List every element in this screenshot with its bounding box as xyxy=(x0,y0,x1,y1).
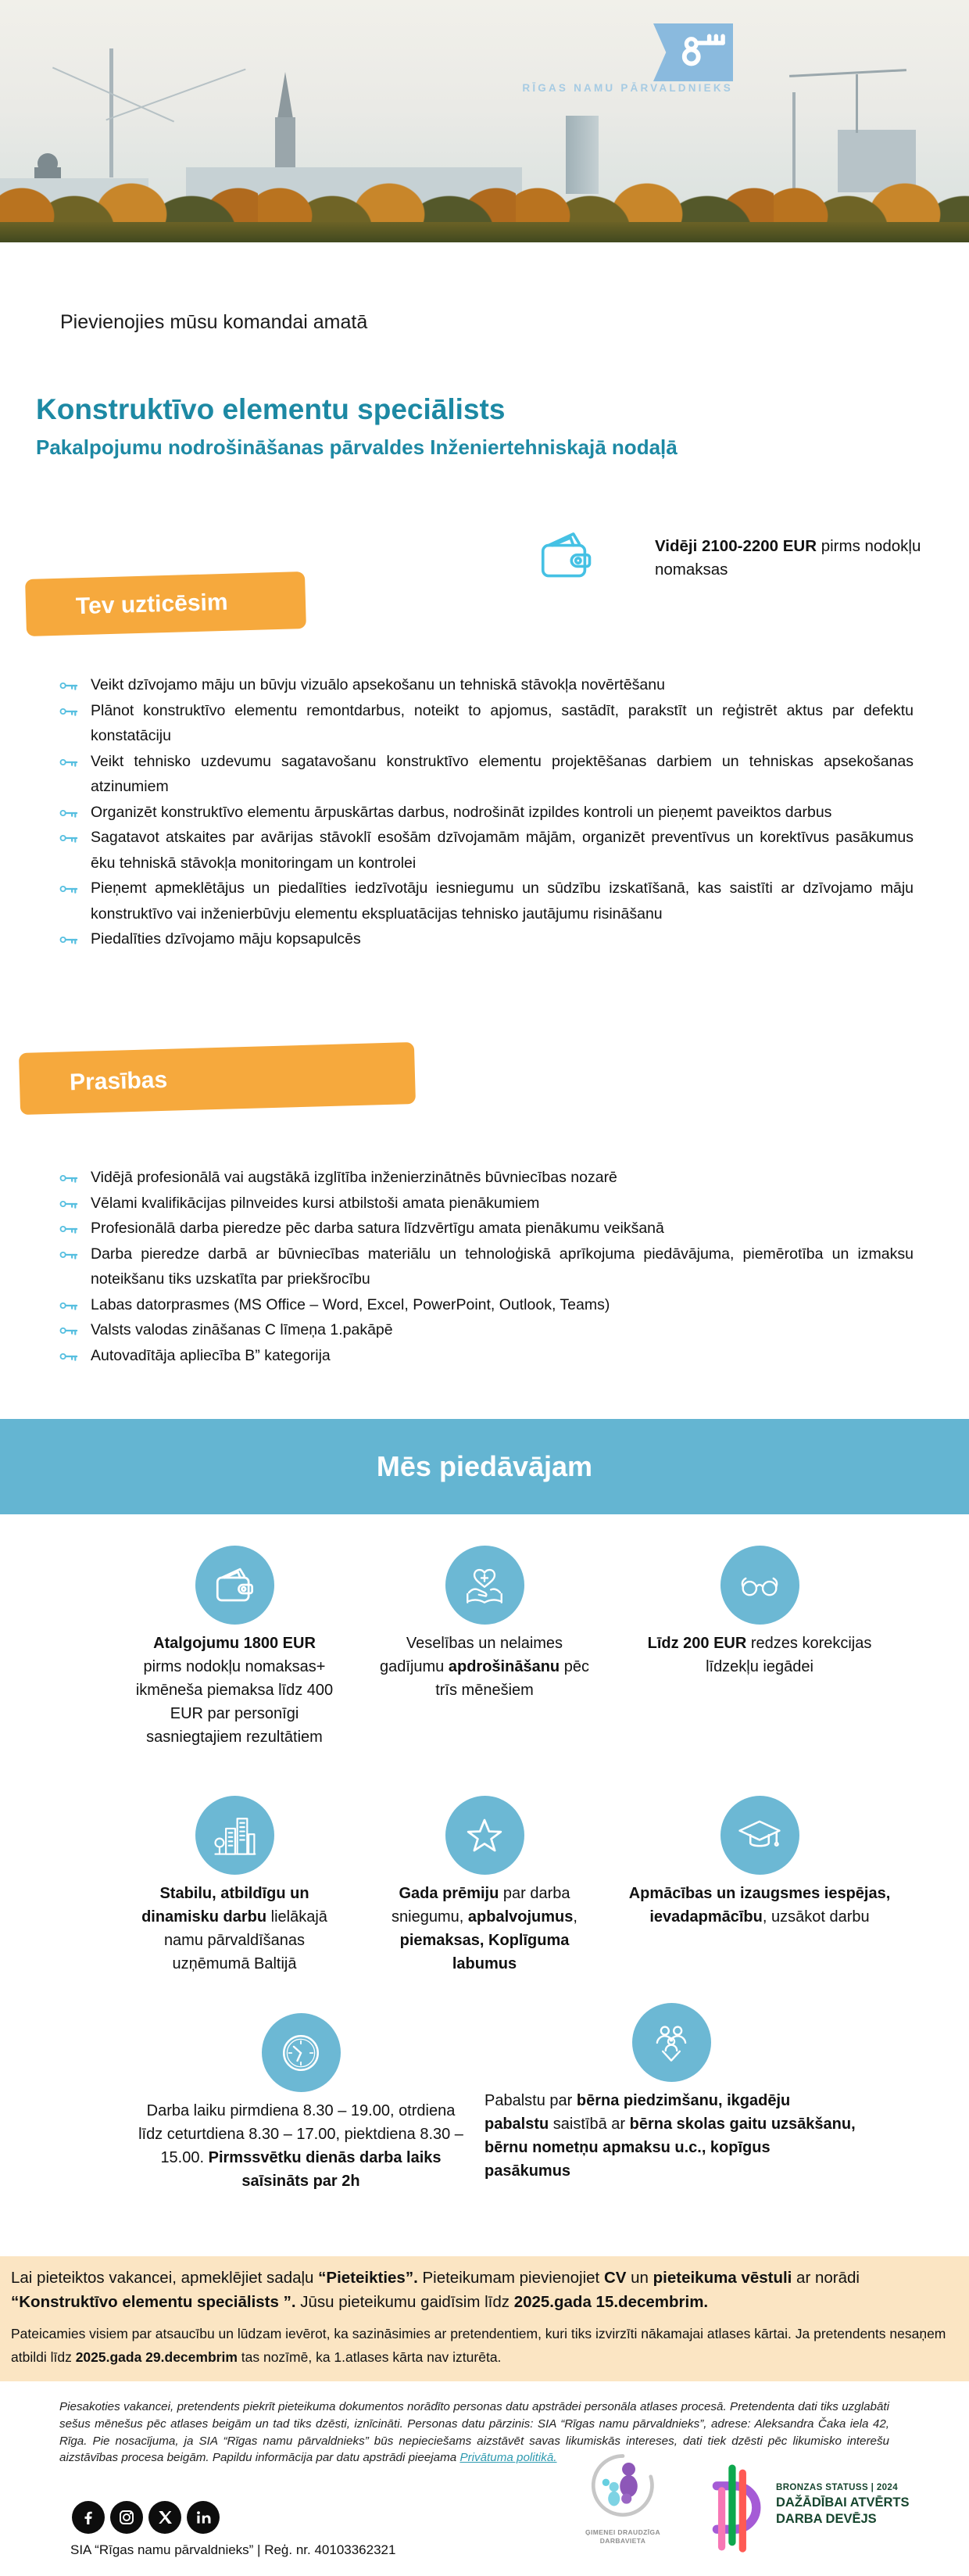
duties-list xyxy=(58,672,914,952)
brand-wordmark: RĪGAS NAMU PĀRVALDNIEKS xyxy=(522,82,733,94)
benefit-health-insurance xyxy=(374,1546,595,1702)
list-item xyxy=(58,1317,914,1343)
bridge-cable xyxy=(105,69,245,121)
text-segment: apdrošināšanu xyxy=(448,1658,560,1675)
glasses-icon xyxy=(720,1546,799,1625)
text-segment: par darba sniegumu, xyxy=(392,1885,570,1926)
key-bullet-icon xyxy=(59,680,78,691)
text-segment: redzes korekcijas līdzekļu iegādei xyxy=(706,1635,872,1675)
benefit-text xyxy=(617,1882,902,1929)
x-icon xyxy=(156,2508,174,2527)
application-instructions xyxy=(11,2266,956,2314)
list-item xyxy=(58,1165,914,1191)
diversity-badge-logo xyxy=(706,2463,762,2553)
diversity-badge-status: BRONZAS STATUSS | 2024 xyxy=(776,2483,899,2492)
text-segment: Lai pieteiktos vakancei, apmeklējiet sadaļu xyxy=(11,2269,319,2287)
text-segment: lielākajā namu pārvaldīšanas uzņēmumā Baltijā xyxy=(163,1908,327,1972)
list-item xyxy=(58,1241,914,1292)
diversity-badge-name-1: DAŽĀDĪBAI ATVĒRTS xyxy=(776,2495,910,2510)
text-segment: Jūsu pieteikumu gaidīsim līdz xyxy=(295,2293,514,2311)
text-segment: Atalgojumu 1800 EUR xyxy=(153,1635,316,1652)
text-segment: pirms nodokļu nomaksas xyxy=(655,537,921,579)
facebook-icon xyxy=(79,2508,98,2527)
key-bullet-icon xyxy=(59,1198,78,1209)
list-item xyxy=(58,876,914,926)
family-badge-label-1: ĢIMENEI DRAUDZĪGA xyxy=(585,2528,661,2536)
text-segment: 2025.gada 15.decembrim. xyxy=(513,2293,709,2311)
section-heading-offer: Mēs piedāvājam xyxy=(0,1419,969,1514)
text-segment: un xyxy=(626,2269,653,2287)
key-bullet-icon xyxy=(59,833,78,844)
facebook-button[interactable] xyxy=(72,2501,105,2534)
requirements-list xyxy=(58,1165,914,1368)
list-item xyxy=(58,926,914,952)
text-segment: Apmācības un izaugsmes iespējas, ievadapmācību xyxy=(628,1885,891,1926)
list-item-text: Darba pieredze darbā ar būvniecības materiālu un tehnoloģiskā aprīkojuma piedāvājuma, piemērotība un izmaksu noteikšanu tiks uzskatīta par priekšrocību xyxy=(91,1245,914,1288)
text-segment: Piesakoties vakancei, pretendents piekrīt pieteikuma dokumentos norādīto personas datu apstrādei personāla atlases procesā. Pretendenta dati tiks uzglabāti sešus mēnešus pēc atlases beigām un tad tiks dzēsti, iznīcināti. Personas datu pārzinis: SIA “Rīgas namu pārvaldnieks”, adrese: Aleksandra Čaka iela 42, Rīga. Pie nosacījuma, ja SIA “Rīgas namu pārvaldnieks” būs nepieciešams aizstāvēt savas likumiskās intereses, dati tiek dzēsti pēc likumisko interešu aizstāvības procesa beigām. Papildu informācija par datu apstrādi pieejama xyxy=(59,2400,889,2465)
list-item-text: Organizēt konstruktīvo elementu ārpuskārtas darbus, nodrošināt izpildes kontroli un pieņemt paveiktos darbus xyxy=(91,803,832,821)
text-segment: tas nozīmē, ka 1.atlases kārta nav izturēta. xyxy=(237,2349,502,2365)
key-bullet-icon xyxy=(59,757,78,768)
text-segment: Pateicamies visiem par atsaucību un lūdzam ievērot, ka sazināsimies ar pretendentiem, kuri tiks izvirzīti nākamajai atlases kārtai. Ja pretendents nesaņem atbildi līdz xyxy=(11,2326,946,2365)
list-item-text: Labas datorprasmes (MS Office – Word, Excel, PowerPoint, Outlook, Teams) xyxy=(91,1295,610,1313)
star-icon xyxy=(445,1796,524,1875)
text-segment: pieteikuma vēstuli xyxy=(653,2269,792,2287)
key-bullet-icon xyxy=(59,1249,78,1260)
text-segment: ar norādi xyxy=(792,2269,860,2287)
benefit-text xyxy=(125,1882,344,1976)
text-segment: , uzsākot darbu xyxy=(762,1908,870,1926)
text-segment: piemaksas, Koplīguma labumus xyxy=(399,1932,570,1972)
text-segment: Līdz 200 EUR xyxy=(647,1635,747,1652)
list-item xyxy=(58,1216,914,1241)
text-segment: Darba laiku pirmdiena 8.30 – 19.00, otrdiena līdz ceturtdiena 8.30 – 17.00, piektdiena 8.30 – 15.00. xyxy=(138,2102,463,2166)
social-links xyxy=(72,2501,220,2534)
text-segment: bērna skolas gaitu uzsākšanu, bērnu nometņu apmaksu u.c., kopīgus pasākumus xyxy=(484,2116,856,2180)
text-segment: Vidēji 2100-2200 EUR xyxy=(655,537,817,555)
list-item-text: Piedalīties dzīvojamo māju kopsapulcēs xyxy=(91,930,361,948)
list-item xyxy=(58,1292,914,1318)
list-item-text: Vēlami kvalifikācijas pilnveides kursi atbilstoši amata pienākumiem xyxy=(91,1194,540,1212)
crane-arm xyxy=(789,69,906,77)
x-button[interactable] xyxy=(148,2501,181,2534)
text-segment: 2025.gada 29.decembrim xyxy=(75,2349,238,2365)
benefit-graduation-cap xyxy=(617,1796,902,1929)
text-segment: “Konstruktīvo elementu speciālists ”. xyxy=(11,2293,296,2311)
text-segment: Veselības un nelaimes gadījumu xyxy=(380,1635,563,1675)
section-heading-requirements: Prasības xyxy=(19,1042,416,1115)
bridge-cable xyxy=(52,67,174,123)
text-segment: saistībā ar xyxy=(549,2116,630,2133)
clock-icon xyxy=(262,2013,341,2092)
benefit-text xyxy=(133,1632,336,1749)
company-registration-line: SIA “Rīgas namu pārvaldnieks” | Reģ. nr. 40103362321 xyxy=(70,2542,396,2557)
list-item-text: Valsts valodas zināšanas C līmeņa 1.pakāpē xyxy=(91,1321,393,1338)
city-buildings-icon xyxy=(195,1796,274,1875)
benefit-family-support xyxy=(484,2003,858,2183)
list-item xyxy=(58,800,914,826)
benefit-star xyxy=(366,1796,603,1976)
text-segment: pirms nodokļu nomaksas+ ikmēneša piemaksa līdz 400 EUR par personīgi sasniegtajiem rezultātiem xyxy=(135,1658,334,1746)
bridge-pylon xyxy=(109,48,113,177)
rnp-logo-flag xyxy=(653,23,733,81)
benefit-text xyxy=(137,2099,465,2193)
list-item-text: Autovadītāja apliecība B” kategorija xyxy=(91,1346,331,1364)
diversity-badge-text xyxy=(776,2483,910,2528)
privacy-policy-link[interactable]: Privātuma politikā. xyxy=(459,2451,557,2465)
key-bullet-icon xyxy=(59,1300,78,1311)
list-item-text: Vidējā profesionālā vai augstākā izglītība inženierzinātnēs būvniecības nozarē xyxy=(91,1169,617,1186)
health-insurance-icon xyxy=(445,1546,524,1625)
intro-line: Pievienojies mūsu komandai amatā xyxy=(60,311,368,333)
instagram-button[interactable] xyxy=(110,2501,143,2534)
family-friendly-logo-icon xyxy=(586,2450,660,2524)
key-bullet-icon xyxy=(59,1224,78,1234)
application-notice xyxy=(11,2322,956,2369)
benefit-text xyxy=(627,1632,892,1679)
list-item-text: Veikt tehnisko uzdevumu sagatavošanu konstruktīvo elementu projektēšanas darbiem un tehniskas apsekošanas atzinumiem xyxy=(91,752,914,795)
text-segment: Pabalstu par xyxy=(484,2092,577,2109)
text-segment: bērna piedzimšanu, ikgadēju pabalstu xyxy=(484,2092,791,2133)
list-item-text: Veikt dzīvojamo māju un būvju vizuālo apsekošanu un tehniskā stāvokļa novērtēšanu xyxy=(91,676,665,693)
text-segment: CV xyxy=(603,2269,627,2287)
list-item xyxy=(58,749,914,800)
text-segment: Pirmssvētku dienās darba laiks saīsināts par 2h xyxy=(208,2149,442,2190)
linkedin-button[interactable] xyxy=(187,2501,220,2534)
wallet-icon xyxy=(535,525,596,587)
autumn-trees xyxy=(0,170,969,242)
list-item xyxy=(58,698,914,749)
key-bullet-icon xyxy=(59,1325,78,1336)
hero-photo xyxy=(0,0,969,242)
text-segment: Stabilu, atbildīgu un dinamisku darbu xyxy=(141,1885,309,1926)
job-title: Konstruktīvo elementu speciālists xyxy=(36,393,506,425)
section-heading-duties: Tev uzticēsim xyxy=(25,571,306,636)
benefit-glasses xyxy=(627,1546,892,1679)
family-friendly-workplace-badge xyxy=(564,2450,681,2546)
key-bullet-icon xyxy=(59,808,78,819)
key-bullet-icon xyxy=(59,934,78,945)
benefit-text xyxy=(366,1882,603,1976)
key-bullet-icon xyxy=(59,883,78,894)
list-item-text: Profesionālā darba pieredze pēc darba satura līdzvērtīgu amata pienākumu veikšanā xyxy=(91,1220,664,1237)
family-badge-label-2: DARBAVIETA xyxy=(599,2537,646,2545)
family-support-icon xyxy=(632,2003,711,2082)
list-item-text: Sagatavot atskaites par avārijas stāvoklī esošām dzīvojamām mājām, organizēt preventīvus un korektīvus pasākumus ēku tehniskā stāvokļa monitoringam un kontrolei xyxy=(91,829,914,872)
church-spire xyxy=(277,72,293,119)
application-highlight-box xyxy=(0,2256,969,2381)
benefit-wallet xyxy=(133,1546,336,1749)
graduation-cap-icon xyxy=(720,1796,799,1875)
crane-mast xyxy=(856,74,858,133)
benefit-clock xyxy=(137,2013,465,2193)
wallet-icon xyxy=(195,1546,274,1625)
list-item xyxy=(58,825,914,876)
text-segment: apbalvojumus xyxy=(467,1908,574,1926)
instagram-icon xyxy=(117,2508,136,2527)
list-item xyxy=(58,1343,914,1369)
key-bullet-icon xyxy=(59,706,78,717)
list-item-text: Plānot konstruktīvo elementu remontdarbus, noteikt to apjomus, sastādīt, parakstīt un reģistrēt aktus par defektu konstatāciju xyxy=(91,701,914,744)
list-item-text: Pieņemt apmeklētājus un piedalīties iedzīvotāju iesniegumu un sūdzību izskatīšanā, kas saistīti ar dzīvojamo māju konstruktīvo vai inženierbūvju elementu ekspluatācijas tehnisko jautājumu risināšanu xyxy=(91,880,914,923)
benefit-city-buildings xyxy=(125,1796,344,1976)
data-privacy-disclaimer xyxy=(59,2399,889,2467)
key-bullet-icon xyxy=(59,1173,78,1184)
key-bullet-icon xyxy=(59,1351,78,1362)
text-segment: Pieteikumam pievienojiet xyxy=(417,2269,604,2287)
diversity-badge-name-2: DARBA DEVĒJS xyxy=(776,2512,877,2526)
text-segment: “Pieteikties”. xyxy=(318,2269,418,2287)
benefit-text xyxy=(484,2089,858,2183)
job-subtitle: Pakalpojumu nodrošināšanas pārvaldes Inženiertehniskajā nodaļā xyxy=(36,435,678,459)
benefit-text xyxy=(374,1632,595,1702)
text-segment: pēc trīs mēnešiem xyxy=(435,1658,589,1699)
text-segment: , xyxy=(573,1908,577,1926)
linkedin-icon xyxy=(194,2508,213,2527)
list-item xyxy=(58,1191,914,1216)
salary-text xyxy=(655,535,924,582)
key-icon xyxy=(679,34,728,71)
text-segment: Gada prēmiju xyxy=(399,1885,499,1902)
list-item xyxy=(58,672,914,698)
